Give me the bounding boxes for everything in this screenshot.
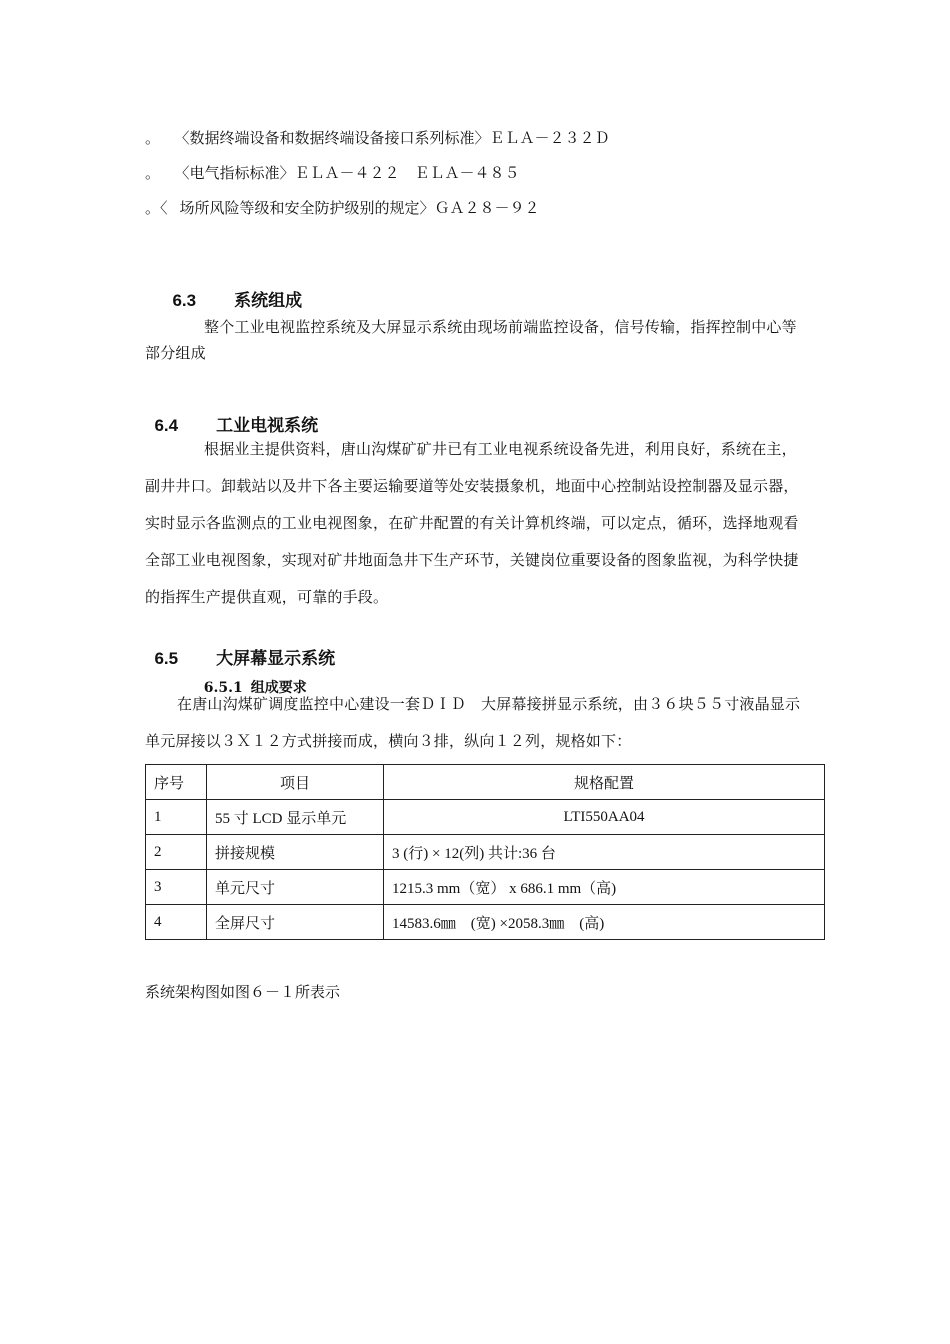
- section-body-6-3: 整个工业电视监控系统及大屏显示系统由现场前端监控设备，信号传输，指挥控制中心等部分组成: [145, 318, 797, 362]
- table-cell: 2: [146, 835, 207, 870]
- section-heading-6-3: [163, 266, 302, 311]
- table-cell: 3: [146, 870, 207, 905]
- section-body-6-5: 在唐山沟煤矿调度监控中心建设一套ＤＩＤ 大屏幕接拼显示系统，由３６块５５寸液晶显示单元屏接以３Ｘ１２方式拼接而成，横向３排，纵向１２列，规格如下：: [145, 695, 801, 750]
- standard-item: [145, 198, 540, 218]
- table-cell: 1: [146, 800, 207, 835]
- bullet: 。〈: [145, 199, 168, 217]
- subsection-title: 组成要求: [250, 680, 307, 696]
- section-number: 6.5: [154, 649, 179, 668]
- standard-item: [145, 128, 610, 148]
- table-cell: 3 (行) × 12(列) 共计:36 台: [384, 835, 825, 870]
- standard-item: [145, 163, 520, 183]
- table-cell: 4: [146, 905, 207, 940]
- table-cell: 拼接规模: [207, 835, 384, 870]
- column-header: 规格配置: [384, 765, 825, 800]
- standard-text: 场所风险等级和安全防护级别的规定〉ＧＡ２８－９２: [179, 199, 540, 217]
- table-header-row: [146, 765, 825, 800]
- section-number: 6.3: [172, 291, 197, 310]
- table-row: [146, 870, 825, 905]
- spec-table: [145, 764, 825, 940]
- table-cell: 全屏尺寸: [207, 905, 384, 940]
- table-cell: 1215.3 mm（宽） x 686.1 mm（高): [384, 870, 825, 905]
- column-header: 项目: [207, 765, 384, 800]
- section-title: 工业电视系统: [216, 416, 319, 435]
- table-row: [146, 835, 825, 870]
- bullet: 。: [145, 164, 161, 182]
- bullet: 。: [145, 129, 161, 147]
- table-row: [146, 800, 825, 835]
- section-heading-6-4: [145, 391, 318, 436]
- figure-reference-note: 系统架构图如图６－１所表示: [145, 983, 341, 1001]
- table-cell: LTI550AA04: [384, 800, 825, 835]
- standard-text: 〈电气指标标准〉ＥＬＡ－４２２ ＥＬＡ－４８５: [182, 164, 520, 182]
- table-cell: 14583.6㎜ (宽) ×2058.3㎜ (高): [384, 905, 825, 940]
- section-number: 6.4: [154, 416, 179, 435]
- table-row: [146, 905, 825, 940]
- standard-text: 〈数据终端设备和数据终端设备接口系列标准〉ＥＬＡ－２３２Ｄ: [182, 129, 610, 147]
- section-title: 大屏幕显示系统: [216, 649, 336, 668]
- table-cell: 55 寸 LCD 显示单元: [207, 800, 384, 835]
- section-title: 系统组成: [234, 291, 303, 310]
- section-body-6-4: 根据业主提供资料，唐山沟煤矿矿井已有工业电视系统设备先进，利用良好，系统在主，副井井口。卸载站以及井下各主要运输要道等处安装摄象机，地面中心控制站设控制器及显示器，实时显示各监测点的工业电视图象，在矿井配置的有关计算机终端，可以定点，循环，选择地观看全部工业电视图象，实现对矿井地面急井下生产环节，关键岗位重要设备的图象监视，为科学快捷的指挥生产提供直观，可靠的手段。: [145, 440, 799, 606]
- subsection-number: 6.5.1: [203, 680, 243, 696]
- table-cell: 单元尺寸: [207, 870, 384, 905]
- column-header: 序号: [146, 765, 207, 800]
